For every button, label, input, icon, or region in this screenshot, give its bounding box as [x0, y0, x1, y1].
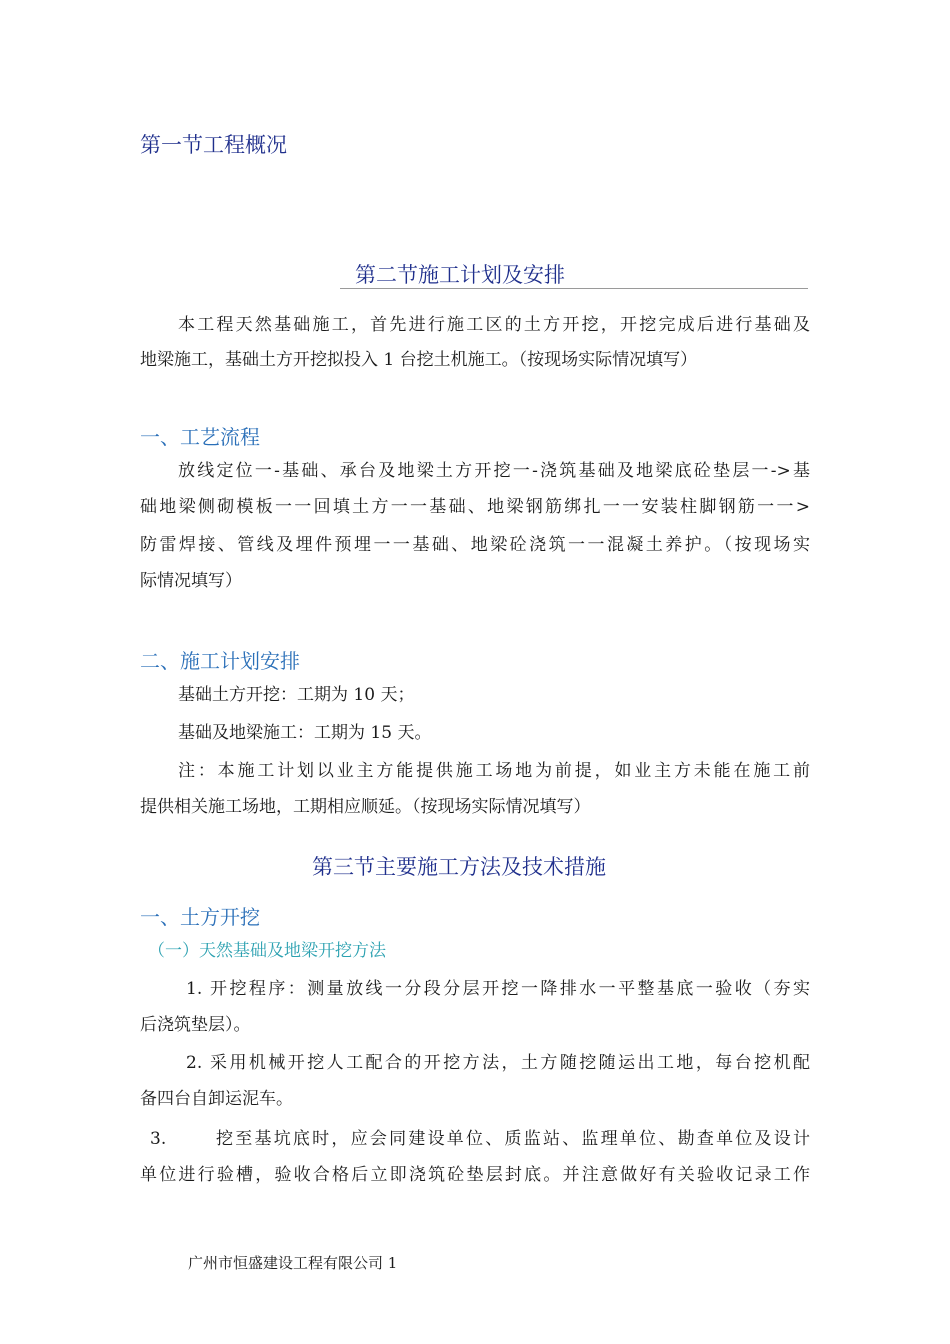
intro-line-2: 地梁施工，基础土方开挖拟投入 1 台挖土机施工。（按现场实际情况填写） — [140, 350, 698, 370]
item-1-line-2: 后浇筑垫层）。 — [140, 1015, 251, 1035]
item-1-line-1: 1. 开挖程序：测量放线一分段分层开挖一降排水一平整基底一验收（夯实 — [186, 979, 810, 999]
section-2-title: 第二节施工计划及安排 — [355, 263, 565, 287]
process-line-2: 础地梁侧砌模板一一回填土方一一基础、地梁钢筋绑扎一一安装柱脚钢筋一一> — [140, 497, 810, 517]
page-footer: 广州市恒盛建设工程有限公司 1 — [188, 1254, 398, 1272]
intro-line-1: 本工程天然基础施工，首先进行施工区的土方开挖，开挖完成后进行基础及 — [178, 315, 810, 335]
earthwork-heading: 一、土方开挖 — [140, 905, 260, 929]
title-underline — [340, 288, 808, 289]
item-3-number: 3. — [150, 1129, 167, 1149]
plan-heading: 二、施工计划安排 — [140, 649, 300, 673]
item-2-line-2: 备四台自卸运泥车。 — [140, 1089, 293, 1109]
plan-line-2: 基础及地梁施工：工期为 15 天。 — [178, 723, 432, 743]
item-2-line-1: 2. 采用机械开挖人工配合的开挖方法，土方随挖随运出工地，每台挖机配 — [186, 1053, 810, 1073]
process-line-1: 放线定位一-基础、承台及地梁土方开挖一-浇筑基础及地梁底砼垫层一->基 — [178, 461, 810, 481]
section-3-title: 第三节主要施工方法及技术措施 — [312, 855, 606, 879]
process-line-4: 际情况填写） — [140, 571, 242, 591]
process-heading: 一、工艺流程 — [140, 425, 260, 449]
item-3-line-2: 单位进行验槽，验收合格后立即浇筑砼垫层封底。并注意做好有关验收记录工作 — [140, 1165, 810, 1185]
note-line-2: 提供相关施工场地，工期相应顺延。（按现场实际情况填写） — [140, 797, 591, 817]
note-line-1: 注：本施工计划以业主方能提供施工场地为前提，如业主方未能在施工前 — [178, 761, 810, 781]
item-3-line-1: 挖至基坑底时，应会同建设单位、质监站、监理单位、勘查单位及设计 — [216, 1129, 810, 1149]
section-1-title: 第一节工程概况 — [140, 133, 287, 157]
process-line-3: 防雷焊接、管线及埋件预埋一一基础、地梁砼浇筑一一混凝土养护。（按现场实 — [140, 535, 810, 555]
sub-heading: （一）天然基础及地梁开挖方法 — [148, 941, 386, 961]
plan-line-1: 基础土方开挖：工期为 10 天； — [178, 685, 415, 705]
